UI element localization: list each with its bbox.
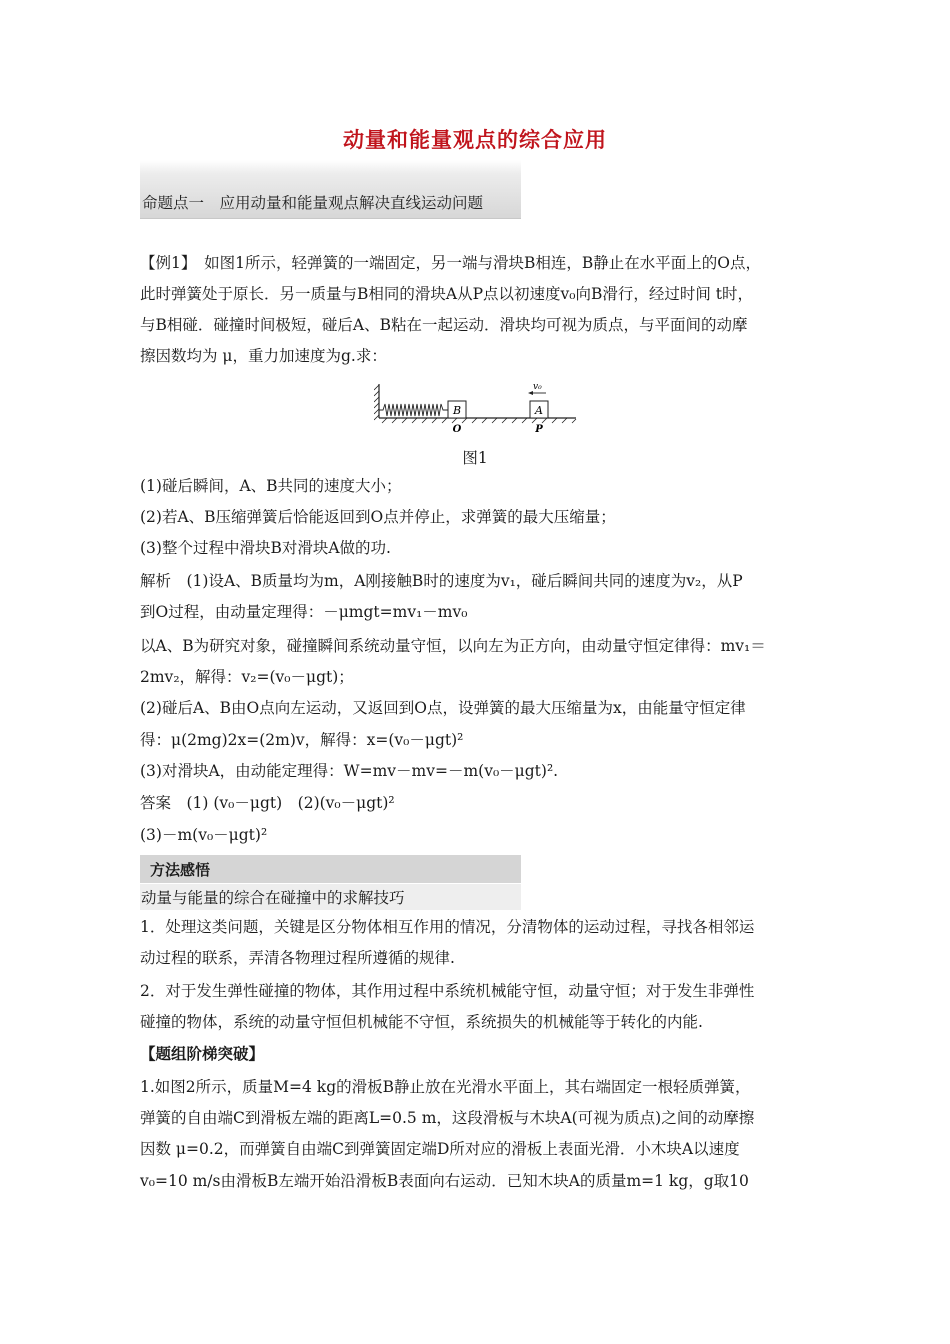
point-o-label: O <box>452 424 462 434</box>
ladder-line: 因数 μ=0.2，而弹簧自由端C到弹簧固定端D所对应的滑板上表面光滑．小木块A以速度 <box>140 1140 740 1158</box>
solution-line: 以A、B为研究对象，碰撞瞬间系统动量守恒，以向左为正方向，由动量守恒定律得：mv₁＝ <box>140 637 766 655</box>
answer-line: (3)－m(v₀－μgt)² <box>140 826 268 844</box>
solution-line: 得：μ(2mg)2x=(2m)v，解得：x=(v₀－μgt)² <box>140 731 464 749</box>
block-a-label: A <box>535 404 543 417</box>
floor-hatch <box>382 418 576 423</box>
method-subheading: 动量与能量的综合在碰撞中的求解技巧 <box>141 889 405 907</box>
method-subheading-bar <box>140 884 521 910</box>
example-line: 与B相碰．碰撞时间极短，碰后A、B粘在一起运动．滑块均可视为质点，与平面间的动摩 <box>140 316 748 334</box>
velocity-label: v₀ <box>533 382 542 392</box>
method-line: 碰撞的物体，系统的动量守恒但机械能不守恒，系统损失的机械能等于转化的内能. <box>140 1013 703 1031</box>
wall-hatch <box>374 385 379 420</box>
page-title: 动量和能量观点的综合应用 <box>343 128 607 152</box>
block-b-label: B <box>452 404 462 417</box>
spring <box>379 404 448 416</box>
solution-line: (3)对滑块A，由动能定理得：W=mv－mv=－m(v₀－μgt)². <box>140 762 559 780</box>
solution-line: (2)碰后A、B由O点向左运动，又返回到O点，设弹簧的最大压缩量为x，由能量守恒定律 <box>140 699 746 717</box>
spring-block-diagram <box>374 378 580 434</box>
figure-1 <box>374 378 580 438</box>
ladder-line: 弹簧的自由端C到滑板左端的距离L=0.5 m，这段滑板与木块A(可视为质点)之间的动摩擦 <box>140 1109 755 1127</box>
ladder-heading: 【题组阶梯突破】 <box>140 1044 265 1063</box>
solution-line: 解析 (1)设A、B质量均为m，A刚接触B时的速度为v₁，碰后瞬间共同的速度为v₂，从P <box>140 572 743 590</box>
question-line: (2)若A、B压缩弹簧后恰能返回到O点并停止，求弹簧的最大压缩量； <box>140 508 616 526</box>
point-p-label: P <box>535 424 543 434</box>
section-banner <box>140 160 521 219</box>
method-heading-bar <box>140 855 521 883</box>
method-line: 2．对于发生弹性碰撞的物体，其作用过程中系统机械能守恒，动量守恒；对于发生非弹性 <box>140 982 755 1000</box>
question-line: (3)整个过程中滑块B对滑块A做的功. <box>140 539 391 557</box>
question-line: (1)碰后瞬间，A、B共同的速度大小； <box>140 477 402 495</box>
solution-line: 到O过程，由动量定理得：－μmgt=mv₁－mv₀ <box>140 603 468 621</box>
section-title: 命题点一 应用动量和能量观点解决直线运动问题 <box>142 194 484 212</box>
ladder-line: v₀=10 m/s由滑板B左端开始沿滑板B表面向右运动．已知木块A的质量m=1 kg，g取10 <box>140 1172 749 1190</box>
method-line: 动过程的联系，弄清各物理过程所遵循的规律. <box>140 949 455 967</box>
figure-caption: 图1 <box>462 449 488 467</box>
solution-line: 2mv₂，解得：v₂=(v₀－μgt)； <box>140 668 354 686</box>
answer-line: 答案 (1) (v₀－μgt) (2)(v₀－μgt)² <box>140 794 395 812</box>
method-heading: 方法感悟 <box>150 861 211 879</box>
example-line: 擦因数均为 μ，重力加速度为g.求： <box>140 347 387 365</box>
example-line: 此时弹簧处于原长．另一质量与B相同的滑块A从P点以初速度v₀向B滑行，经过时间 t时， <box>140 285 754 303</box>
example-line: 【例1】 如图1所示，轻弹簧的一端固定，另一端与滑块B相连，B静止在水平面上的O点， <box>140 254 761 272</box>
ladder-line: 1.如图2所示，质量M=4 kg的滑板B静止放在光滑水平面上，其右端固定一根轻质弹簧， <box>140 1078 751 1096</box>
method-line: 1．处理这类问题，关键是区分物体相互作用的情况，分清物体的运动过程，寻找各相邻运 <box>140 918 755 936</box>
